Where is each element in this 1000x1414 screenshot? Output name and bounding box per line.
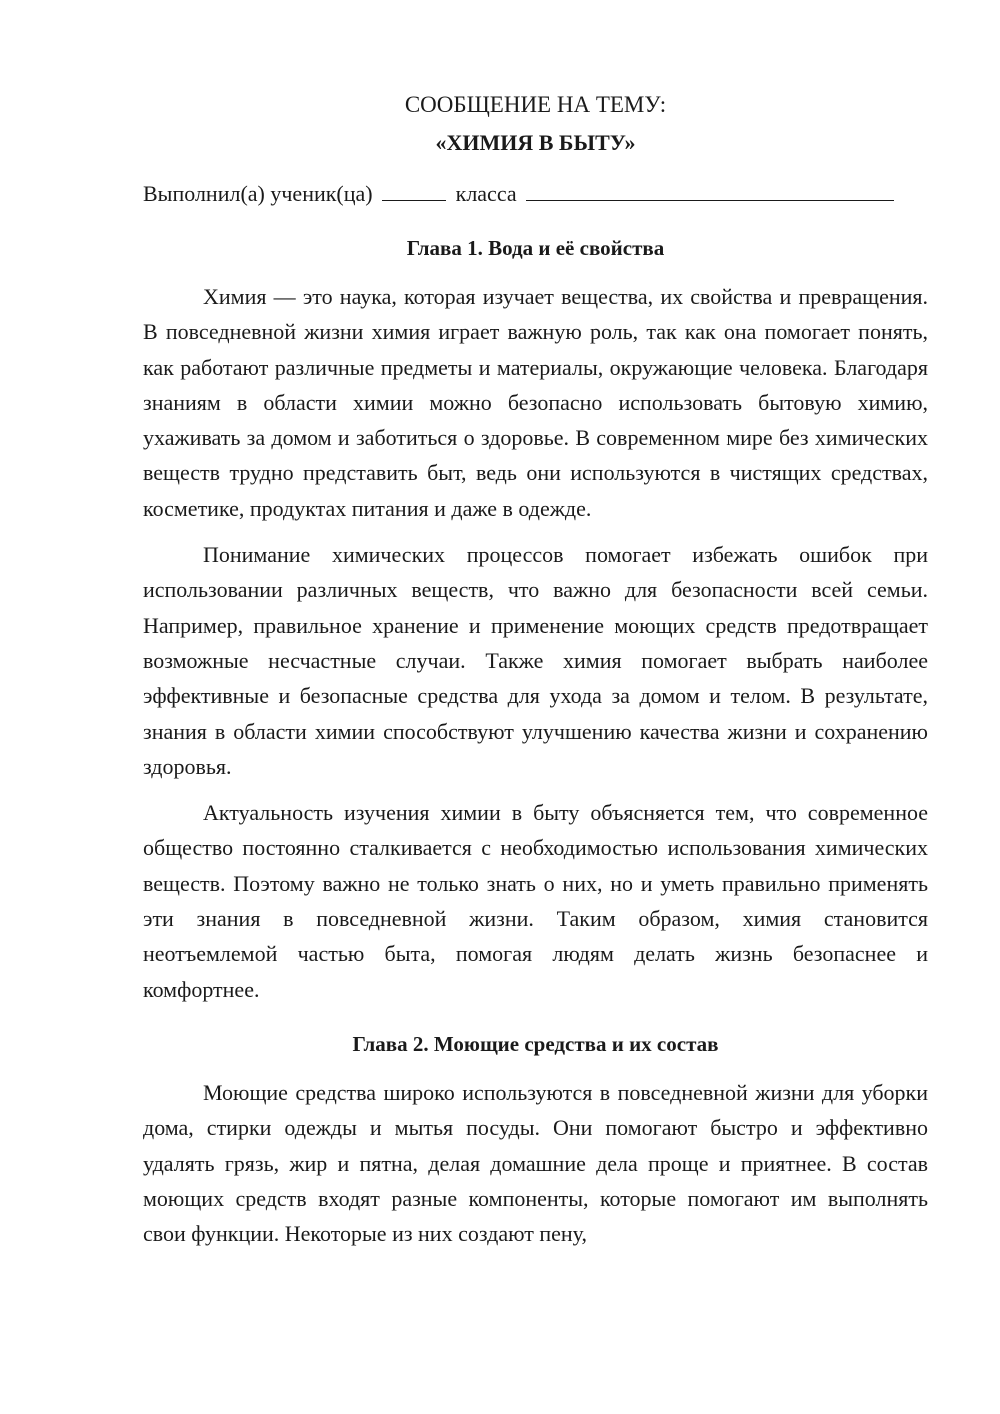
document-title-topic: СООБЩЕНИЕ НА ТЕМУ: [404,92,667,117]
class-blank [382,178,446,201]
author-label: Выполнил(а) ученик(ца) [143,181,373,206]
chapter-2-title: Глава 2. Моющие средства и их состав [352,1031,719,1056]
paragraph-gap [143,526,928,537]
chapter-1-title: Глава 1. Вода и её свойства [406,236,665,260]
chapter-1-paragraph-3: Актуальность изучения химии в быту объясняется тем, что современное общество постоянно сталкивается с необходимостью использования химических веществ. Поэтому важно не только знать о них, но и уметь правильно применять эти знания в повседневной жизни. Таким образом, химия становится неотъемлемой частью быта, помогая людям делать жизнь безопаснее и комфортнее. [143,800,928,1002]
chapter-1 [143,231,928,1007]
author-line [143,177,928,211]
name-blank [526,178,894,201]
chapter-2-paragraph-1: Моющие средства широко используются в повседневной жизни для уборки дома, стирки одежды и мытья посуды. Они помогают быстро и эффективно удалять грязь, жир и пятна, делая домашние дела проще и приятнее. В состав моющих средств входят разные компоненты, которые помогают им выполнять свои функции. Некоторые из них создают пену, [143,1079,928,1247]
chapter-2 [143,1027,928,1251]
chapter-1-paragraph-1: Химия — это наука, которая изучает вещества, их свойства и превращения. В повседневной жизни химия играет важную роль, так как она помогает понять, как работают различные предметы и материалы, окружающие человека. Благодаря знаниям в области химии можно безопасно использовать бытовую химию, ухаживать за домом и заботиться о здоровье. В современном мире без химических веществ трудно представить быт, ведь они используются в чистящих средствах, косметике, продуктах питания и даже в одежде. [143,284,928,521]
document-title-subject: «ХИМИЯ В БЫТУ» [435,130,636,155]
class-label: класса [455,181,517,206]
paragraph-gap [143,784,928,795]
document-page [143,88,928,1251]
document-header [143,88,928,160]
chapter-1-paragraph-2: Понимание химических процессов помогает избежать ошибок при использовании различных веществ, что важно для безопасности всей семьи. Например, правильное хранение и применение моющих средств предотвращает возможные несчастные случаи. Также химия помогает выбрать наиболее эффективные и безопасные средства для ухода за домом и телом. В результате, знания в области химии способствуют улучшению качества жизни и сохранению здоровья. [143,542,928,779]
